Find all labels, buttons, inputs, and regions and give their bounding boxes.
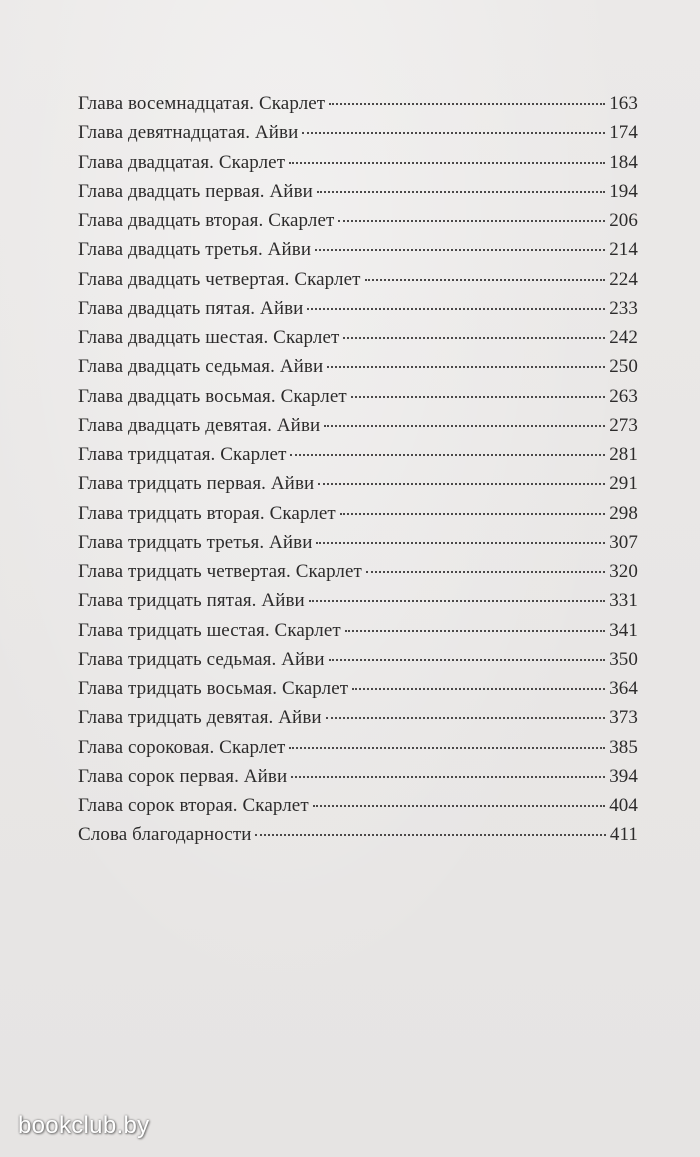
toc-entry — [78, 532, 638, 561]
toc-entry-page-number: 163 — [609, 93, 638, 114]
toc-entry-page-number: 394 — [609, 765, 638, 787]
dot-leader — [313, 805, 605, 807]
toc-entry-page-number: 250 — [609, 356, 638, 378]
toc-entry-title: Глава восемнадцатая. Скарлет — [78, 93, 326, 114]
dot-leader — [315, 249, 605, 251]
toc-entry-page-number: 233 — [609, 297, 638, 319]
toc-entry — [78, 766, 638, 795]
toc-entry-title: Глава двадцать третья. Айви — [78, 239, 312, 261]
toc-entry — [78, 444, 638, 473]
dot-leader — [340, 513, 605, 515]
dot-leader — [365, 279, 606, 281]
toc-entry-page-number: 404 — [609, 795, 638, 816]
toc-entry-title: Глава тридцать пятая. Айви — [78, 590, 305, 612]
toc-entry-title: Глава двадцать шестая. Скарлет — [78, 327, 340, 348]
toc-entry-page-number: 214 — [609, 239, 638, 261]
toc-entry-title: Слова благодарности — [78, 824, 252, 846]
dot-leader — [345, 630, 605, 632]
toc-entry-title: Глава двадцать седьмая. Айви — [78, 356, 324, 378]
toc-entry-page-number: 273 — [609, 414, 638, 436]
toc-entry-title: Глава тридцать вторая. Скарлет — [78, 502, 336, 524]
dot-leader — [255, 834, 605, 836]
toc-entry-page-number: 364 — [609, 678, 638, 699]
toc-entry-page-number: 298 — [609, 502, 638, 524]
toc-entry-title: Глава тридцатая. Скарлет — [78, 444, 287, 465]
toc-entry — [78, 415, 638, 444]
toc-entry — [78, 298, 638, 327]
toc-entry-title: Глава тридцать четвертая. Скарлет — [78, 561, 362, 582]
toc-entry — [78, 356, 638, 385]
toc-entry-page-number: 242 — [609, 327, 638, 348]
toc-entry-title: Глава тридцать третья. Айви — [78, 531, 313, 553]
dot-leader — [351, 396, 605, 398]
toc-entry-page-number: 263 — [609, 385, 638, 407]
dot-leader — [329, 659, 606, 661]
toc-entry — [78, 707, 638, 736]
toc-entry-title: Глава тридцать седьмая. Айви — [78, 648, 325, 670]
toc-entry-title: Глава двадцать пятая. Айви — [78, 297, 304, 319]
toc-entry — [78, 239, 638, 268]
dot-leader — [324, 425, 605, 427]
toc-entry — [78, 152, 638, 181]
toc-entry — [78, 327, 638, 356]
table-of-contents — [78, 93, 638, 854]
toc-entry-title: Глава сорок вторая. Скарлет — [78, 795, 309, 816]
toc-entry — [78, 269, 638, 298]
toc-entry-title: Глава двадцать девятая. Айви — [78, 414, 321, 436]
toc-entry — [78, 620, 638, 649]
toc-entry-title: Глава двадцать первая. Айви — [78, 180, 313, 202]
toc-entry — [78, 737, 638, 766]
toc-entry-title: Глава тридцать девятая. Айви — [78, 707, 322, 729]
toc-entry-title: Глава двадцать восьмая. Скарлет — [78, 385, 347, 407]
toc-entry — [78, 181, 638, 210]
toc-entry — [78, 93, 638, 122]
toc-entry-page-number: 206 — [609, 210, 638, 231]
toc-entry-page-number: 291 — [609, 473, 638, 495]
watermark-text: bookclub.by — [18, 1112, 150, 1139]
toc-entry-page-number: 373 — [609, 707, 638, 729]
dot-leader — [318, 483, 605, 485]
toc-entry-page-number: 385 — [609, 736, 638, 758]
toc-entry — [78, 386, 638, 415]
toc-entry-title: Глава двадцать вторая. Скарлет — [78, 210, 335, 231]
toc-entry-page-number: 184 — [609, 151, 638, 173]
toc-entry — [78, 590, 638, 619]
dot-leader — [327, 366, 605, 368]
dot-leader — [316, 542, 605, 544]
dot-leader — [291, 776, 605, 778]
toc-entry-page-number: 320 — [609, 561, 638, 582]
dot-leader — [302, 132, 605, 134]
toc-entry — [78, 795, 638, 824]
toc-entry-title: Глава сорок первая. Айви — [78, 765, 288, 787]
dot-leader — [366, 571, 605, 573]
toc-entry — [78, 122, 638, 151]
toc-entry-page-number: 341 — [609, 619, 638, 641]
dot-leader — [343, 337, 605, 339]
toc-entry-page-number: 411 — [609, 824, 638, 846]
dot-leader — [317, 191, 605, 193]
toc-entry-page-number: 224 — [609, 268, 638, 290]
toc-entry-page-number: 174 — [609, 122, 638, 144]
toc-entry-title: Глава тридцать шестая. Скарлет — [78, 619, 341, 641]
toc-entry-page-number: 194 — [609, 180, 638, 202]
toc-entry-title: Глава тридцать первая. Айви — [78, 473, 315, 495]
dot-leader — [352, 688, 605, 690]
toc-entry-title: Глава сороковая. Скарлет — [78, 736, 286, 758]
dot-leader — [326, 717, 606, 719]
toc-entry — [78, 678, 638, 707]
dot-leader — [309, 600, 605, 602]
toc-entry-title: Глава тридцать восьмая. Скарлет — [78, 678, 349, 699]
toc-entry — [78, 503, 638, 532]
toc-entry — [78, 649, 638, 678]
toc-entry — [78, 210, 638, 239]
toc-entry — [78, 824, 638, 853]
toc-entry-title: Глава двадцатая. Скарлет — [78, 151, 286, 173]
dot-leader — [329, 103, 605, 105]
toc-entry — [78, 561, 638, 590]
dot-leader — [338, 220, 605, 222]
toc-entry-page-number: 331 — [609, 590, 638, 612]
toc-entry-title: Глава двадцать четвертая. Скарлет — [78, 268, 361, 290]
dot-leader — [289, 747, 605, 749]
toc-entry-page-number: 307 — [609, 531, 638, 553]
toc-entry-title: Глава девятнадцатая. Айви — [78, 122, 299, 144]
toc-entry-page-number: 281 — [609, 444, 638, 465]
toc-entry — [78, 473, 638, 502]
dot-leader — [290, 454, 605, 456]
dot-leader — [307, 308, 605, 310]
dot-leader — [289, 162, 605, 164]
toc-entry-page-number: 350 — [609, 648, 638, 670]
